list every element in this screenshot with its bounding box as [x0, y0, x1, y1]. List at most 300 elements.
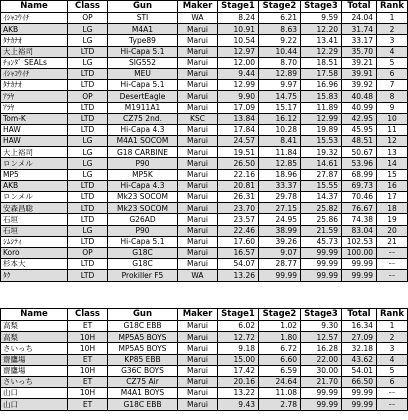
table-row — [1, 46, 408, 57]
header-stage1: Stage1 — [218, 309, 259, 321]
header-stage3: Stage3 — [301, 1, 342, 13]
cell-class: LTD — [68, 203, 108, 214]
cell-stage2: 39.26 — [259, 236, 301, 247]
cell-stage2: 10.44 — [259, 46, 301, 57]
cell-total: 50.67 — [342, 147, 377, 158]
cell-rank: 8 — [377, 91, 408, 102]
cell-stage2: 11.84 — [259, 147, 301, 158]
cell-stage3: 15.55 — [301, 180, 342, 191]
cell-stage2: 10.28 — [259, 124, 301, 135]
header-total: Total — [342, 1, 377, 13]
cell-name: 齋鷹場 — [1, 365, 68, 376]
cell-maker: Marui — [178, 376, 218, 387]
cell-maker: Marui — [178, 214, 218, 225]
cell-gun: MP5A5 BOYS — [108, 332, 178, 343]
cell-total: 40.48 — [342, 91, 377, 102]
cell-total: 69.73 — [342, 180, 377, 191]
cell-name: ｱﾗﾔ — [1, 102, 68, 113]
cell-gun: Hi-Capa 5.1 — [108, 80, 178, 91]
cell-stage3: 19.32 — [301, 147, 342, 158]
cell-stage2: 33.37 — [259, 180, 301, 191]
cell-maker: Marui — [178, 365, 218, 376]
cell-stage1: 13.22 — [218, 388, 259, 399]
cell-class: 10H — [68, 332, 108, 343]
cell-maker: Marui — [178, 180, 218, 191]
cell-name: ロンメル — [1, 158, 68, 169]
cell-maker: Marui — [178, 343, 218, 354]
cell-total: 45.95 — [342, 124, 377, 135]
table-row — [1, 343, 408, 354]
cell-class: LTD — [68, 270, 108, 281]
cell-maker: Marui — [178, 247, 218, 258]
cell-name: ﾀﾅｶﾅｵ — [1, 80, 68, 91]
cell-stage2: 6.21 — [259, 13, 301, 24]
cell-name: Tom-K — [1, 113, 68, 124]
cell-stage3: 9.59 — [301, 13, 342, 24]
cell-stage2: 8.41 — [259, 136, 301, 147]
cell-stage1: 22.46 — [218, 225, 259, 236]
cell-gun: Prokiller F5 — [108, 270, 178, 281]
cell-stage1: 9.43 — [218, 399, 259, 410]
cell-stage1: 54.07 — [218, 259, 259, 270]
cell-stage2: 24.95 — [259, 214, 301, 225]
cell-stage2: 1.80 — [259, 332, 301, 343]
cell-stage2: 12.89 — [259, 68, 301, 79]
cell-stage3: 12.29 — [301, 46, 342, 57]
cell-maker: Marui — [178, 169, 218, 180]
cell-gun: G18C EBB — [108, 321, 178, 332]
cell-stage2: 6.72 — [259, 343, 301, 354]
cell-rank: 13 — [377, 147, 408, 158]
cell-stage1: 12.99 — [218, 80, 259, 91]
cell-rank: 4 — [377, 354, 408, 365]
cell-stage2: 8.70 — [259, 57, 301, 68]
cell-stage3: 99.99 — [301, 247, 342, 258]
cell-rank: 6 — [377, 68, 408, 79]
cell-class: LTD — [68, 259, 108, 270]
cell-stage1: 17.42 — [218, 365, 259, 376]
cell-stage2: 1.02 — [259, 321, 301, 332]
cell-rank: 2 — [377, 24, 408, 35]
cell-maker: Marui — [178, 399, 218, 410]
cell-total: 100.00 — [342, 247, 377, 258]
table-row — [1, 147, 408, 158]
table-row — [1, 102, 408, 113]
cell-stage3: 15.83 — [301, 91, 342, 102]
cell-stage2: 9.07 — [259, 247, 301, 258]
cell-rank: 15 — [377, 169, 408, 180]
cell-name: 大上裕司 — [1, 147, 68, 158]
cell-maker: Marui — [178, 259, 218, 270]
cell-rank: 3 — [377, 343, 408, 354]
cell-rank: 11 — [377, 124, 408, 135]
table-row — [1, 192, 408, 203]
cell-stage1: 12.00 — [218, 57, 259, 68]
cell-stage1: 9.90 — [218, 91, 259, 102]
table-row — [1, 91, 408, 102]
header-rank: Rank — [377, 1, 408, 13]
cell-maker: Marui — [178, 354, 218, 365]
cell-rank: 2 — [377, 332, 408, 343]
cell-total: 42.95 — [342, 113, 377, 124]
cell-class: LG — [68, 225, 108, 236]
cell-rank: ー — [377, 259, 408, 270]
cell-name: ｼﾑｼﾃｨ — [1, 236, 68, 247]
cell-total: 24.04 — [342, 13, 377, 24]
table-row — [1, 247, 408, 258]
cell-maker: Marui — [178, 192, 218, 203]
header-gun: Gun — [108, 309, 178, 321]
cell-gun: P90 — [108, 158, 178, 169]
cell-rank: 21 — [377, 236, 408, 247]
cell-class: LTD — [68, 214, 108, 225]
cell-stage3: 12.57 — [301, 332, 342, 343]
header-row — [1, 309, 408, 321]
cell-class: 10H — [68, 343, 108, 354]
cell-maker: Marui — [178, 147, 218, 158]
cell-gun: Hi-Capa 5.1 — [108, 46, 178, 57]
cell-total: 99.99 — [342, 399, 377, 410]
table-body — [1, 321, 408, 411]
cell-gun: G18C — [108, 247, 178, 258]
cell-name: ｲｼｬｺｳｲﾁ — [1, 68, 68, 79]
cell-total: 40.99 — [342, 102, 377, 113]
cell-total: 99.99 — [342, 388, 377, 399]
header-class: Class — [68, 1, 108, 13]
cell-class: LG — [68, 136, 108, 147]
cell-gun: STI — [108, 13, 178, 24]
cell-rank: 12 — [377, 136, 408, 147]
header-name: Name — [1, 309, 68, 321]
table-row — [1, 158, 408, 169]
table-row — [1, 24, 408, 35]
cell-maker: Marui — [178, 203, 218, 214]
cell-stage3: 25.82 — [301, 203, 342, 214]
cell-gun: M4A1 SOCOM — [108, 136, 178, 147]
cell-stage2: 27.15 — [259, 203, 301, 214]
cell-total: 70.46 — [342, 192, 377, 203]
cell-rank: 3 — [377, 35, 408, 46]
table-row — [1, 180, 408, 191]
cell-class: LTD — [68, 46, 108, 57]
cell-gun: SIG552 — [108, 57, 178, 68]
cell-rank: 19 — [377, 214, 408, 225]
cell-gun: MP5K — [108, 169, 178, 180]
cell-gun: MP5A5 BOYS — [108, 343, 178, 354]
cell-gun: G26AD — [108, 214, 178, 225]
cell-gun: M4A1 — [108, 24, 178, 35]
header-class: Class — [68, 309, 108, 321]
cell-stage1: 15.00 — [218, 354, 259, 365]
cell-stage3: 99.99 — [301, 259, 342, 270]
cell-class: LTD — [68, 192, 108, 203]
table-row — [1, 35, 408, 46]
cell-name: ｱﾗﾔ — [1, 91, 68, 102]
cell-stage1: 20.81 — [218, 180, 259, 191]
cell-maker: Marui — [178, 80, 218, 91]
cell-class: 10H — [68, 365, 108, 376]
cell-stage1: 9.44 — [218, 68, 259, 79]
cell-gun: DesertEagle — [108, 91, 178, 102]
cell-name: 高梨 — [1, 321, 68, 332]
cell-name: さいっち — [1, 376, 68, 387]
cell-stage3: 99.99 — [301, 270, 342, 281]
results-table-secondary — [0, 308, 408, 411]
table-row — [1, 124, 408, 135]
cell-class: LTD — [68, 236, 108, 247]
cell-gun: Type89 — [108, 35, 178, 46]
cell-stage2: 6.60 — [259, 354, 301, 365]
cell-class: 10H — [68, 388, 108, 399]
cell-total: 39.91 — [342, 68, 377, 79]
header-stage1: Stage1 — [218, 1, 259, 13]
cell-total: 99.99 — [342, 259, 377, 270]
cell-stage3: 9.30 — [301, 321, 342, 332]
cell-stage3: 16.28 — [301, 343, 342, 354]
cell-stage1: 12.72 — [218, 332, 259, 343]
cell-stage2: 12.85 — [259, 158, 301, 169]
header-stage3: Stage3 — [301, 309, 342, 321]
cell-rank: 7 — [377, 80, 408, 91]
cell-gun: Mk23 SOCOM — [108, 192, 178, 203]
cell-class: OP — [68, 247, 108, 258]
cell-maker: Marui — [178, 102, 218, 113]
cell-class: ET — [68, 376, 108, 387]
cell-gun: KP85 EBB — [108, 354, 178, 365]
cell-stage3: 18.51 — [301, 57, 342, 68]
cell-stage1: 6.02 — [218, 321, 259, 332]
cell-name: 大上裕司 — [1, 46, 68, 57]
cell-gun: G36C BOYS — [108, 365, 178, 376]
cell-stage3: 15.53 — [301, 136, 342, 147]
cell-class: LTD — [68, 124, 108, 135]
table-row — [1, 388, 408, 399]
cell-name: 杉本大 — [1, 259, 68, 270]
table-row — [1, 80, 408, 91]
cell-maker: Marui — [178, 91, 218, 102]
cell-total: 53.96 — [342, 158, 377, 169]
cell-gun: CZ75 2nd. — [108, 113, 178, 124]
table-row — [1, 136, 408, 147]
cell-gun: CZ75 Air — [108, 376, 178, 387]
cell-stage3: 22.00 — [301, 354, 342, 365]
cell-stage3: 12.99 — [301, 113, 342, 124]
cell-name: 安森昌聡 — [1, 203, 68, 214]
cell-name: HAW — [1, 124, 68, 135]
cell-total: 66.50 — [342, 376, 377, 387]
cell-name: ﾀｸ — [1, 270, 68, 281]
cell-name: ロンメル — [1, 192, 68, 203]
cell-gun: Hi-Capa 4.3 — [108, 180, 178, 191]
cell-total: 33.17 — [342, 35, 377, 46]
cell-total: 27.09 — [342, 332, 377, 343]
cell-stage1: 8.24 — [218, 13, 259, 24]
cell-maker: Marui — [178, 158, 218, 169]
cell-stage2: 8.63 — [259, 24, 301, 35]
cell-gun: Mk23 SOCOM — [108, 203, 178, 214]
cell-stage3: 14.37 — [301, 192, 342, 203]
cell-gun: G18C — [108, 259, 178, 270]
cell-name: さいっち — [1, 343, 68, 354]
cell-maker: Marui — [178, 136, 218, 147]
cell-rank: 16 — [377, 180, 408, 191]
cell-rank: ー — [377, 247, 408, 258]
header-stage2: Stage2 — [259, 1, 301, 13]
cell-rank: 5 — [377, 365, 408, 376]
header-maker: Maker — [178, 1, 218, 13]
cell-name: ｲｼｬｺｳｲﾁ — [1, 13, 68, 24]
cell-name: ﾀﾅｶﾅｵ — [1, 35, 68, 46]
header-total: Total — [342, 309, 377, 321]
header-rank: Rank — [377, 309, 408, 321]
cell-maker: Marui — [178, 332, 218, 343]
cell-total: 48.51 — [342, 136, 377, 147]
cell-rank: 6 — [377, 376, 408, 387]
cell-maker: Marui — [178, 236, 218, 247]
cell-total: 43.62 — [342, 354, 377, 365]
table-row — [1, 332, 408, 343]
cell-stage3: 13.41 — [301, 35, 342, 46]
cell-maker: KSC — [178, 113, 218, 124]
table-row — [1, 225, 408, 236]
cell-stage3: 19.89 — [301, 124, 342, 135]
cell-total: 99.99 — [342, 270, 377, 281]
cell-class: LG — [68, 147, 108, 158]
cell-stage3: 30.00 — [301, 365, 342, 376]
cell-total: 54.01 — [342, 365, 377, 376]
cell-stage1: 10.91 — [218, 24, 259, 35]
cell-class: LTD — [68, 68, 108, 79]
cell-class: OP — [68, 13, 108, 24]
cell-total: 32.18 — [342, 343, 377, 354]
cell-name: 山口 — [1, 388, 68, 399]
table-row — [1, 354, 408, 365]
table-body — [1, 13, 408, 282]
cell-total: 39.92 — [342, 80, 377, 91]
cell-class: ET — [68, 354, 108, 365]
cell-rank: 18 — [377, 203, 408, 214]
cell-class: ET — [68, 321, 108, 332]
cell-stage3: 12.20 — [301, 24, 342, 35]
cell-rank: 5 — [377, 57, 408, 68]
cell-gun: MEU — [108, 68, 178, 79]
cell-stage2: 38.99 — [259, 225, 301, 236]
cell-stage2: 11.08 — [259, 388, 301, 399]
cell-maker: Marui — [178, 35, 218, 46]
cell-stage2: 9.22 — [259, 35, 301, 46]
table-row — [1, 376, 408, 387]
cell-name: ﾁｮﾝﾀﾞ SEALs — [1, 57, 68, 68]
cell-stage1: 26.31 — [218, 192, 259, 203]
cell-maker: Marui — [178, 46, 218, 57]
cell-stage3: 21.59 — [301, 225, 342, 236]
cell-rank: 9 — [377, 102, 408, 113]
cell-stage2: 29.78 — [259, 192, 301, 203]
cell-stage2: 16.12 — [259, 113, 301, 124]
cell-stage1: 9.18 — [218, 343, 259, 354]
cell-stage3: 14.61 — [301, 158, 342, 169]
table-row — [1, 113, 408, 124]
cell-maker: Marui — [178, 388, 218, 399]
table-row — [1, 321, 408, 332]
cell-class: LG — [68, 57, 108, 68]
cell-rank: 1 — [377, 13, 408, 24]
cell-name: Koro — [1, 247, 68, 258]
cell-stage2: 9.97 — [259, 80, 301, 91]
cell-maker: Marui — [178, 24, 218, 35]
table-row — [1, 214, 408, 225]
cell-maker: Marui — [178, 57, 218, 68]
cell-stage2: 14.75 — [259, 91, 301, 102]
cell-total: 31.74 — [342, 24, 377, 35]
cell-total: 102.53 — [342, 236, 377, 247]
cell-class: LG — [68, 24, 108, 35]
cell-stage3: 11.89 — [301, 102, 342, 113]
header-name: Name — [1, 1, 68, 13]
cell-stage1: 20.16 — [218, 376, 259, 387]
cell-stage1: 13.84 — [218, 113, 259, 124]
cell-total: 16.34 — [342, 321, 377, 332]
table-row — [1, 57, 408, 68]
cell-name: HAW — [1, 136, 68, 147]
cell-rank: ー — [377, 270, 408, 281]
table-row — [1, 169, 408, 180]
cell-stage2: 28.77 — [259, 259, 301, 270]
cell-stage1: 16.57 — [218, 247, 259, 258]
cell-gun: P90 — [108, 225, 178, 236]
cell-class: ET — [68, 399, 108, 410]
table-row — [1, 259, 408, 270]
cell-stage1: 24.57 — [218, 136, 259, 147]
cell-stage1: 13.26 — [218, 270, 259, 281]
cell-class: OP — [68, 91, 108, 102]
cell-total: 83.04 — [342, 225, 377, 236]
cell-total: 74.38 — [342, 214, 377, 225]
cell-name: 石垣 — [1, 214, 68, 225]
cell-name: 齋鷹場 — [1, 354, 68, 365]
table-row — [1, 236, 408, 247]
header-gun: Gun — [108, 1, 178, 13]
cell-total: 76.67 — [342, 203, 377, 214]
cell-total: 35.70 — [342, 46, 377, 57]
header-maker: Maker — [178, 309, 218, 321]
cell-rank: 1 — [377, 321, 408, 332]
cell-class: LG — [68, 158, 108, 169]
cell-class: LG — [68, 35, 108, 46]
cell-stage2: 24.64 — [259, 376, 301, 387]
cell-maker: Marui — [178, 68, 218, 79]
header-row — [1, 1, 408, 13]
cell-name: 高梨 — [1, 332, 68, 343]
cell-stage3: 16.96 — [301, 80, 342, 91]
cell-maker: Marui — [178, 321, 218, 332]
cell-stage2: 15.17 — [259, 102, 301, 113]
cell-gun: Hi-Capa 5.1 — [108, 236, 178, 247]
cell-total: 39.21 — [342, 57, 377, 68]
cell-stage1: 17.60 — [218, 236, 259, 247]
cell-stage1: 22.16 — [218, 169, 259, 180]
cell-gun: G18C EBB — [108, 399, 178, 410]
cell-class: LTD — [68, 180, 108, 191]
cell-name: 石垣 — [1, 225, 68, 236]
cell-class: LTD — [68, 80, 108, 91]
table-row — [1, 270, 408, 281]
cell-maker: WA — [178, 270, 218, 281]
cell-rank: 17 — [377, 192, 408, 203]
cell-stage3: 27.87 — [301, 169, 342, 180]
cell-class: LTD — [68, 102, 108, 113]
cell-gun: M4A1 BOYS — [108, 388, 178, 399]
